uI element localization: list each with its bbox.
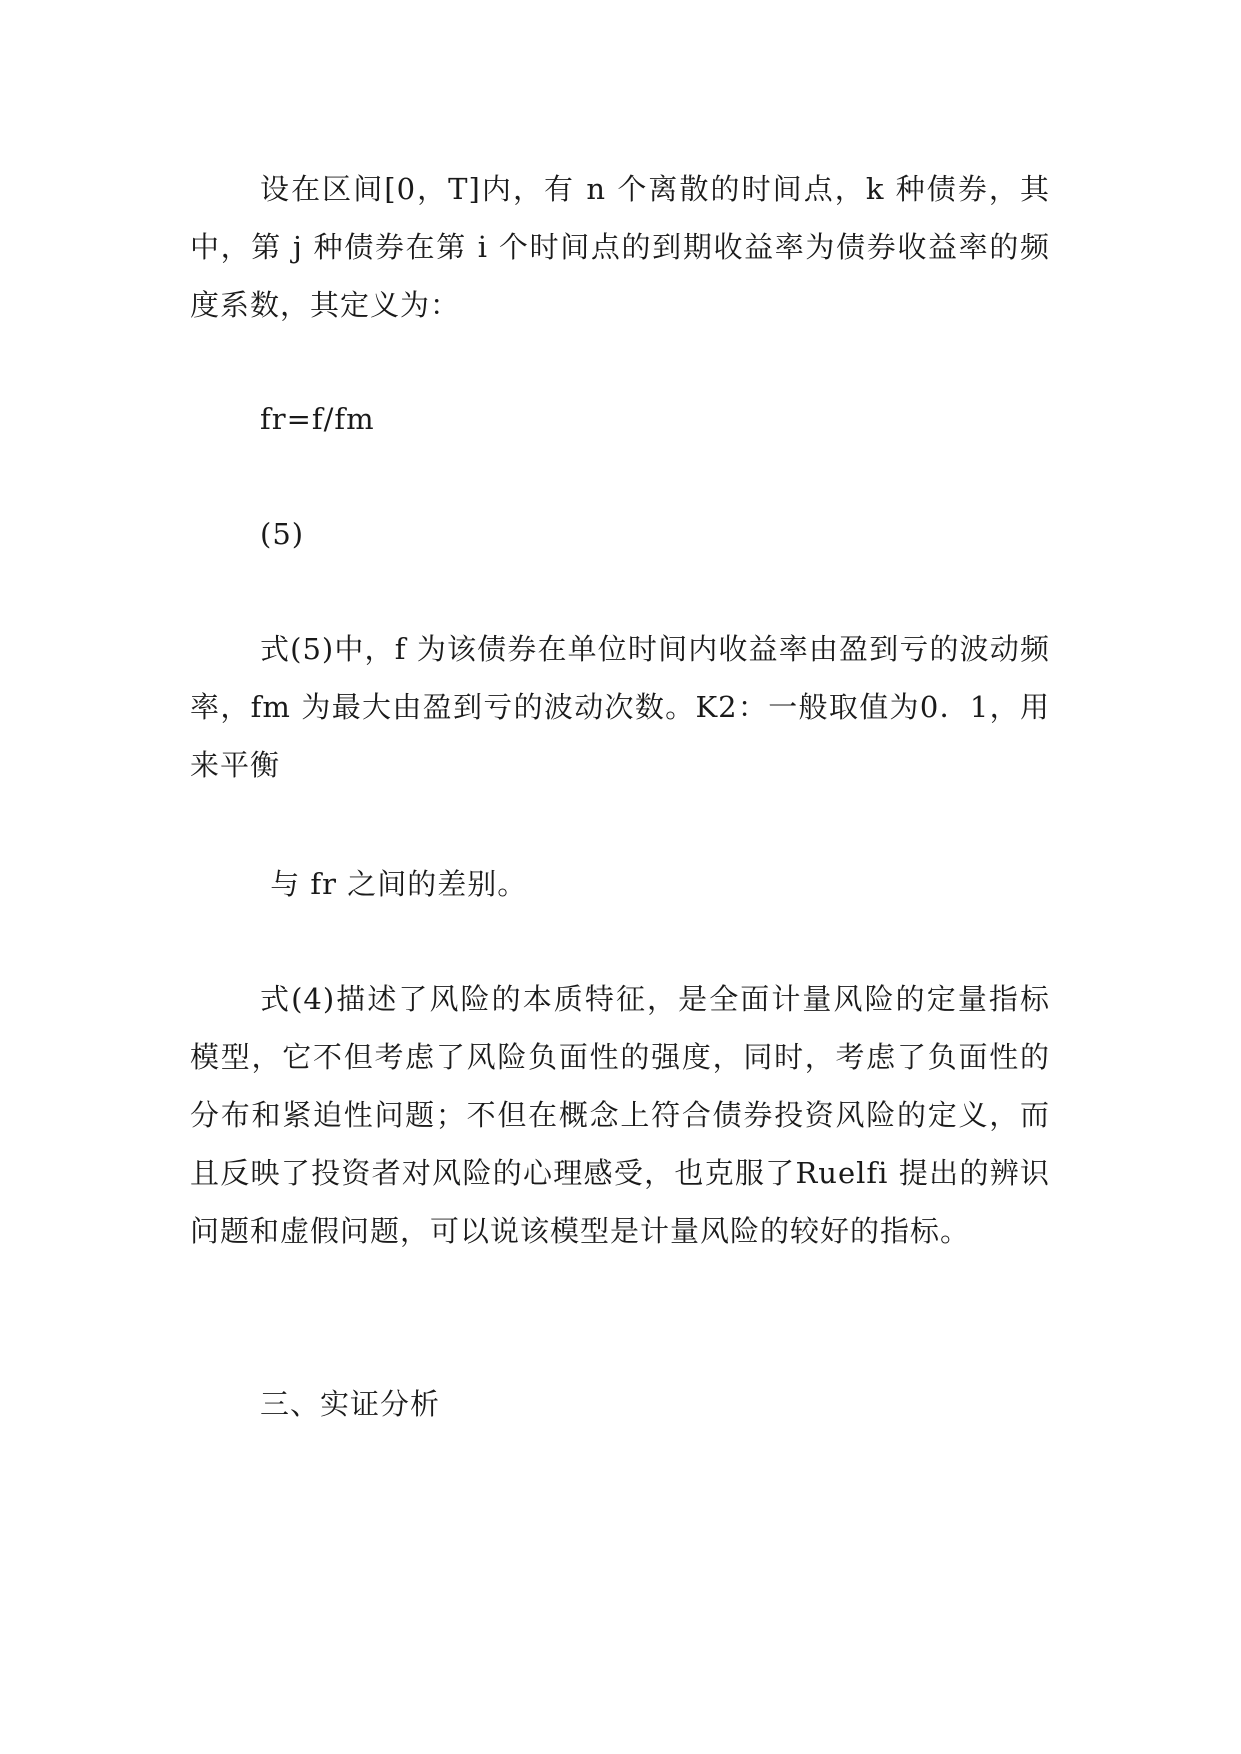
section-heading: 三、实证分析 <box>260 1387 441 1421</box>
paragraph-definition: 设在区间[0，T]内，有 n 个离散的时间点，k 种债券，其中，第 j 种债券在第 i 个时间点的到期收益率为债券收益率的频度系数，其定义为： <box>190 172 1050 322</box>
paragraph-formula-explanation: 式(5)中，f 为该债券在单位时间内收益率由盈到亏的波动频率，fm 为最大由盈到亏的波动次数。K2：一般取值为0．1，用来平衡 <box>190 632 1050 782</box>
equation-number: (5) <box>260 517 305 551</box>
paragraph-model-description: 式(4)描述了风险的本质特征，是全面计量风险的定量指标模型，它不但考虑了风险负面性的强度，同时，考虑了负面性的分布和紧迫性问题；不但在概念上符合债券投资风险的定义，而且反映了投资者对风险的心理感受，也克服了Ruelfi 提出的辨识问题和虚假问题，可以说该模型是计量风险的较好的指标。 <box>190 982 1050 1248</box>
formula-fr: fr=f/fm <box>260 402 375 436</box>
paragraph-difference: 与 fr 之间的差别。 <box>260 867 528 901</box>
